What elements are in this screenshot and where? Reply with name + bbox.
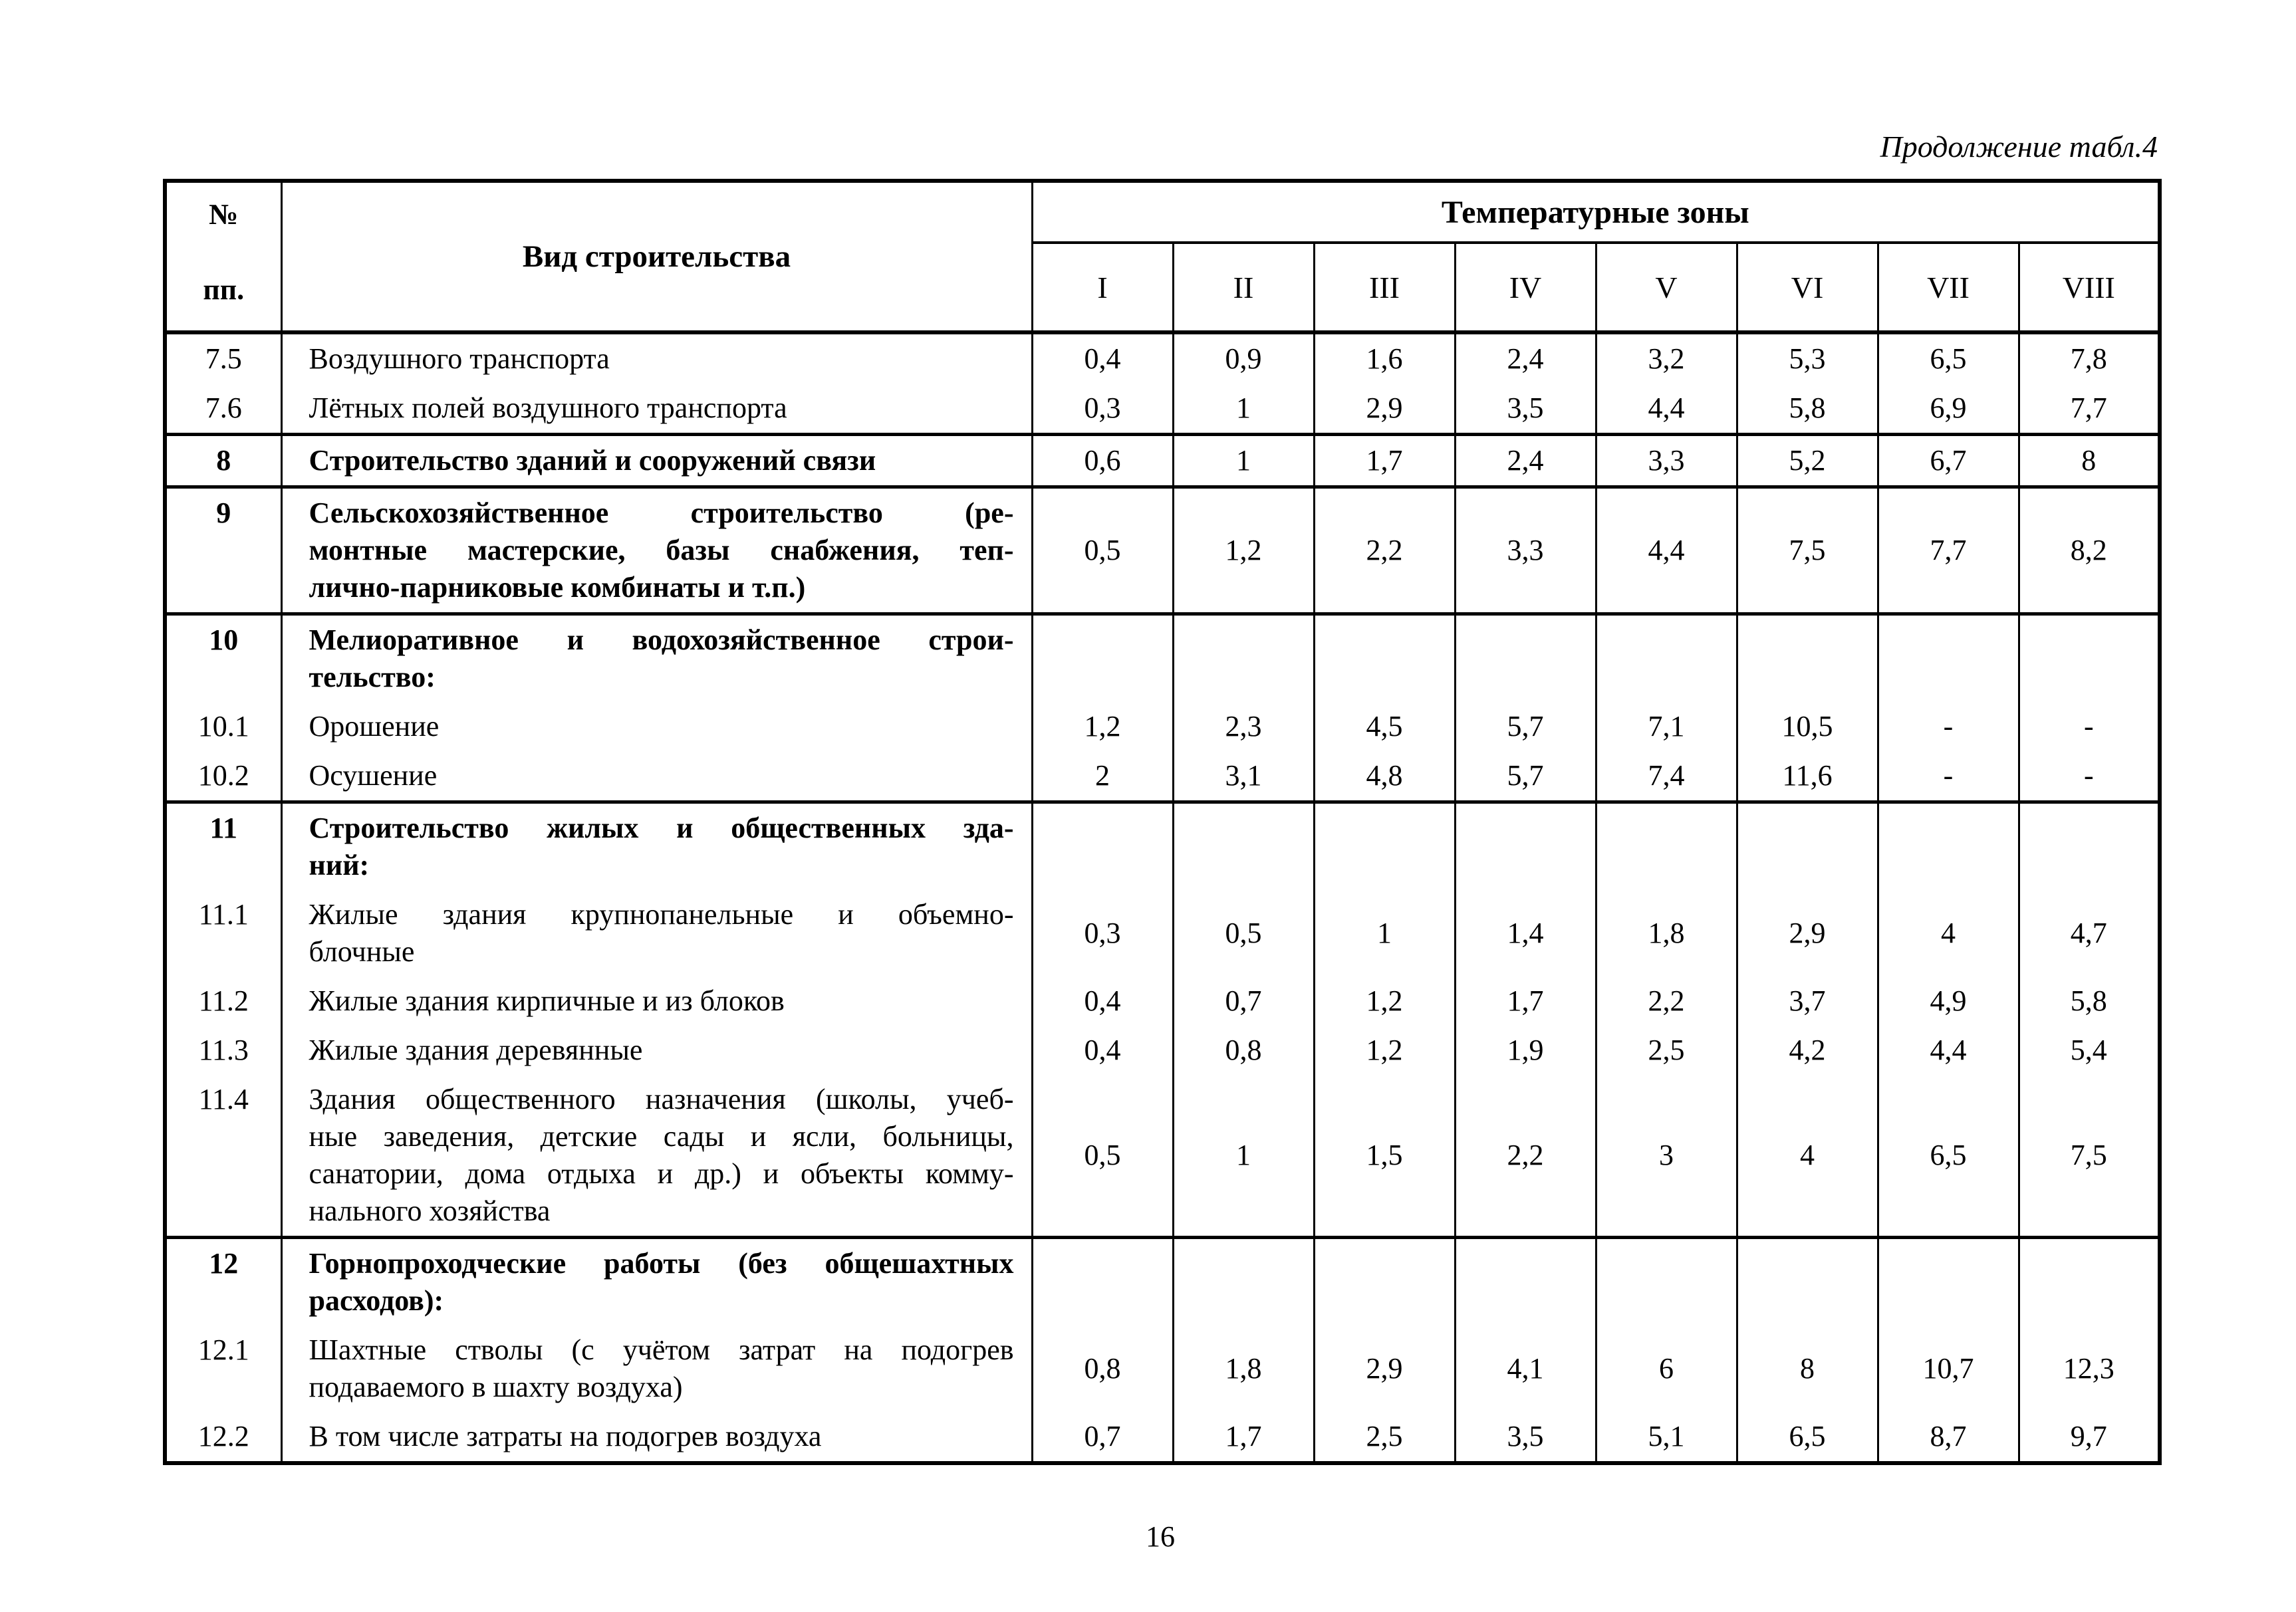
zone-value-cell: 2,2 [1314, 487, 1455, 614]
zone-value-cell: 7,5 [1737, 487, 1878, 614]
row-number-cell: 10.2 [165, 751, 281, 802]
zone-value-cell: 4,1 [1455, 1325, 1596, 1412]
construction-type-cell [281, 332, 1032, 384]
zone-value-cell: 3,7 [1737, 977, 1878, 1026]
zone-value-cell: 2,2 [1596, 977, 1737, 1026]
zone-value-cell [1596, 1238, 1737, 1326]
zone-value-cell: 0,4 [1032, 1026, 1173, 1075]
zone-value-cell [1314, 614, 1455, 703]
zone-value-cell: 7,7 [2019, 384, 2160, 435]
row-number-cell: 10.1 [165, 702, 281, 751]
row-number-cell: 9 [165, 487, 281, 614]
construction-type-cell [281, 1325, 1032, 1412]
zone-header-4: IV [1455, 243, 1596, 332]
col-header-number [165, 181, 281, 332]
zone-value-cell: 2 [1032, 751, 1173, 802]
zone-value-cell: 5,7 [1455, 751, 1596, 802]
zone-value-cell: 4 [1737, 1075, 1878, 1238]
row-number-cell: 10 [165, 614, 281, 703]
zone-value-cell: 10,5 [1737, 702, 1878, 751]
zone-value-cell: 0,8 [1173, 1026, 1314, 1075]
zone-value-cell: 1,8 [1596, 890, 1737, 977]
row-number-cell: 11.2 [165, 977, 281, 1026]
row-number-cell: 12 [165, 1238, 281, 1326]
zone-value-cell: 1 [1173, 384, 1314, 435]
col-header-temperature-zones: Температурные зоны [1032, 181, 2160, 243]
construction-type-line: тельство: [309, 661, 436, 693]
zone-value-cell: 1,9 [1455, 1026, 1596, 1075]
zone-value-cell: 3,3 [1596, 435, 1737, 487]
construction-type-line: Здания общественного назначения (школы, учеб- [309, 1083, 1014, 1115]
table-row [165, 384, 2160, 435]
temperature-zones-table [163, 179, 2162, 1465]
table-row [165, 1325, 2160, 1412]
construction-type-cell [281, 1412, 1032, 1463]
zone-header-7: VII [1878, 243, 2019, 332]
zone-value-cell [1878, 614, 2019, 703]
zone-value-cell: 6,7 [1878, 435, 2019, 487]
construction-type-cell [281, 702, 1032, 751]
construction-type-cell [281, 614, 1032, 703]
table-row [165, 1075, 2160, 1238]
zone-value-cell: 1,6 [1314, 332, 1455, 384]
zone-value-cell [1737, 802, 1878, 891]
zone-value-cell: 5,8 [1737, 384, 1878, 435]
table-header [165, 181, 2160, 332]
zone-value-cell: 0,8 [1032, 1325, 1173, 1412]
construction-type-cell [281, 1238, 1032, 1326]
construction-type-cell [281, 802, 1032, 891]
construction-type-line: расходов): [309, 1284, 444, 1317]
zone-value-cell: 7,4 [1596, 751, 1737, 802]
table-row [165, 702, 2160, 751]
zone-value-cell: 2,3 [1173, 702, 1314, 751]
row-number-cell: 7.6 [165, 384, 281, 435]
table-row [165, 1412, 2160, 1463]
row-number-cell: 7.5 [165, 332, 281, 384]
zone-value-cell: 0,5 [1173, 890, 1314, 977]
zone-value-cell: 11,6 [1737, 751, 1878, 802]
zone-value-cell: 8 [1737, 1325, 1878, 1412]
zone-value-cell: 7,7 [1878, 487, 2019, 614]
construction-type-line: Осушение [309, 759, 438, 792]
row-number-cell: 12.2 [165, 1412, 281, 1463]
zone-value-cell [1173, 1238, 1314, 1326]
zone-value-cell: 1 [1173, 1075, 1314, 1238]
zone-value-cell [1596, 802, 1737, 891]
zone-value-cell [1455, 1238, 1596, 1326]
zone-value-cell [1032, 1238, 1173, 1326]
table-row [165, 435, 2160, 487]
zone-value-cell: 12,3 [2019, 1325, 2160, 1412]
zone-value-cell: 4,2 [1737, 1026, 1878, 1075]
construction-type-cell [281, 977, 1032, 1026]
construction-type-line: ний: [309, 849, 370, 881]
zone-value-cell [1737, 614, 1878, 703]
construction-type-cell [281, 1026, 1032, 1075]
zone-value-cell: 1,7 [1173, 1412, 1314, 1463]
construction-type-line: Строительство зданий и сооружений связи [309, 444, 876, 477]
zone-value-cell: 0,6 [1032, 435, 1173, 487]
zone-value-cell: 4,4 [1596, 384, 1737, 435]
zone-value-cell: 1,7 [1455, 977, 1596, 1026]
zone-value-cell: 10,7 [1878, 1325, 2019, 1412]
zone-value-cell [2019, 1238, 2160, 1326]
zone-value-cell: 1,2 [1314, 977, 1455, 1026]
construction-type-line: Жилые здания крупнопанельные и объемно- [309, 898, 1014, 931]
zone-value-cell: 5,1 [1596, 1412, 1737, 1463]
zone-value-cell: 2,2 [1455, 1075, 1596, 1238]
zone-value-cell: 5,3 [1737, 332, 1878, 384]
construction-type-cell [281, 1075, 1032, 1238]
zone-value-cell: 4,9 [1878, 977, 2019, 1026]
zone-value-cell [1032, 802, 1173, 891]
zone-value-cell: 4,7 [2019, 890, 2160, 977]
zone-value-cell: 2,4 [1455, 332, 1596, 384]
zone-value-cell: 4,5 [1314, 702, 1455, 751]
zone-value-cell: 0,3 [1032, 890, 1173, 977]
zone-value-cell [2019, 802, 2160, 891]
construction-type-cell [281, 890, 1032, 977]
zone-value-cell: 4,4 [1596, 487, 1737, 614]
construction-type-line: Лётных полей воздушного транспорта [309, 392, 787, 424]
zone-value-cell: 1 [1314, 890, 1455, 977]
zone-value-cell: 1,7 [1314, 435, 1455, 487]
table-row [165, 332, 2160, 384]
construction-type-line: санатории, дома отдыха и др.) и объекты комму- [309, 1157, 1014, 1190]
zone-value-cell: 0,7 [1173, 977, 1314, 1026]
zone-value-cell: 0,4 [1032, 332, 1173, 384]
construction-type-line: нального хозяйства [309, 1195, 551, 1227]
row-number-cell: 12.1 [165, 1325, 281, 1412]
construction-type-line: подаваемого в шахту воздуха) [309, 1371, 683, 1403]
table-row [165, 487, 2160, 614]
zone-header-5: V [1596, 243, 1737, 332]
zone-value-cell: 4,4 [1878, 1026, 2019, 1075]
zone-value-cell: 0,5 [1032, 1075, 1173, 1238]
construction-type-line: Воздушного транспорта [309, 342, 610, 375]
zone-value-cell: 6 [1596, 1325, 1737, 1412]
zone-value-cell: 2,5 [1596, 1026, 1737, 1075]
page-number: 16 [1146, 1520, 1175, 1553]
construction-type-line: Шахтные стволы (с учётом затрат на подогрев [309, 1333, 1014, 1366]
zone-value-cell: - [1878, 751, 2019, 802]
zone-value-cell [1878, 1238, 2019, 1326]
table-row [165, 802, 2160, 891]
zone-value-cell [1878, 802, 2019, 891]
zone-value-cell: 1,2 [1032, 702, 1173, 751]
number-abbrev: пп. [203, 273, 245, 306]
zone-header-1: I [1032, 243, 1173, 332]
construction-type-cell [281, 384, 1032, 435]
construction-type-line: Жилые здания кирпичные и из блоков [309, 984, 785, 1017]
zone-value-cell [1173, 614, 1314, 703]
construction-type-line: В том числе затраты на подогрев воздуха [309, 1420, 822, 1452]
zone-header-6: VI [1737, 243, 1878, 332]
zone-value-cell: - [1878, 702, 2019, 751]
zone-value-cell [1314, 1238, 1455, 1326]
zone-value-cell: - [2019, 702, 2160, 751]
construction-type-cell [281, 487, 1032, 614]
construction-type-line: лично-парниковые комбинаты и т.п.) [309, 571, 806, 604]
row-number-cell: 11 [165, 802, 281, 891]
zone-header-2: II [1173, 243, 1314, 332]
zone-value-cell: 1,5 [1314, 1075, 1455, 1238]
zone-header-8: VIII [2019, 243, 2160, 332]
table-row [165, 977, 2160, 1026]
col-header-construction-type: Вид строительства [281, 181, 1032, 332]
zone-value-cell [1455, 614, 1596, 703]
zone-value-cell: 1,8 [1173, 1325, 1314, 1412]
construction-type-cell [281, 435, 1032, 487]
zone-value-cell: 8,7 [1878, 1412, 2019, 1463]
zone-value-cell: 7,5 [2019, 1075, 2160, 1238]
construction-type-line: Строительство жилых и общественных зда- [309, 812, 1014, 844]
zone-value-cell: 7,1 [1596, 702, 1737, 751]
zone-value-cell: 2,9 [1314, 1325, 1455, 1412]
construction-type-line: Мелиоративное и водохозяйственное строи- [309, 624, 1014, 656]
zone-value-cell [1455, 802, 1596, 891]
zone-value-cell: 5,2 [1737, 435, 1878, 487]
zone-value-cell [1596, 614, 1737, 703]
table-continuation-caption: Продолжение табл.4 [1880, 130, 2158, 164]
number-sign: № [209, 198, 239, 231]
zone-value-cell: 6,5 [1878, 332, 2019, 384]
zone-value-cell: 8,2 [2019, 487, 2160, 614]
construction-type-line: Сельскохозяйственное строительство (ре- [309, 497, 1014, 529]
table-row [165, 751, 2160, 802]
zone-value-cell: 5,4 [2019, 1026, 2160, 1075]
zone-value-cell [1173, 802, 1314, 891]
zone-value-cell: 6,9 [1878, 384, 2019, 435]
zone-value-cell: 0,9 [1173, 332, 1314, 384]
zone-value-cell [1032, 614, 1173, 703]
table-body [165, 332, 2160, 1463]
row-number-cell: 11.4 [165, 1075, 281, 1238]
zone-value-cell: 2,5 [1314, 1412, 1455, 1463]
construction-type-line: монтные мастерские, базы снабжения, теп- [309, 534, 1014, 566]
row-number-cell: 11.3 [165, 1026, 281, 1075]
zone-value-cell: 9,7 [2019, 1412, 2160, 1463]
zone-value-cell: 1,2 [1173, 487, 1314, 614]
zone-value-cell: 7,8 [2019, 332, 2160, 384]
zone-value-cell: 5,8 [2019, 977, 2160, 1026]
zone-value-cell: 0,7 [1032, 1412, 1173, 1463]
zone-value-cell: 2,9 [1737, 890, 1878, 977]
zone-value-cell: 2,4 [1455, 435, 1596, 487]
table-row [165, 1238, 2160, 1326]
zone-value-cell: 1,4 [1455, 890, 1596, 977]
zone-header-3: III [1314, 243, 1455, 332]
construction-type-line: Горнопроходческие работы (без общешахтных [309, 1247, 1014, 1280]
header-row-top [165, 181, 2160, 243]
zone-value-cell: 1 [1173, 435, 1314, 487]
zone-value-cell [1737, 1238, 1878, 1326]
zone-value-cell: 0,4 [1032, 977, 1173, 1026]
table-row [165, 1026, 2160, 1075]
table-row [165, 614, 2160, 703]
construction-type-line: блочные [309, 935, 415, 968]
zone-value-cell: 3,5 [1455, 1412, 1596, 1463]
zone-value-cell: - [2019, 751, 2160, 802]
zone-value-cell: 6,5 [1878, 1075, 2019, 1238]
construction-type-line: Жилые здания деревянные [309, 1034, 643, 1066]
zone-value-cell: 3 [1596, 1075, 1737, 1238]
zone-value-cell: 4,8 [1314, 751, 1455, 802]
row-number-cell: 11.1 [165, 890, 281, 977]
zone-value-cell: 3,1 [1173, 751, 1314, 802]
zone-value-cell: 2,9 [1314, 384, 1455, 435]
zone-value-cell: 6,5 [1737, 1412, 1878, 1463]
zone-value-cell: 3,5 [1455, 384, 1596, 435]
zone-value-cell: 4 [1878, 890, 2019, 977]
construction-type-line: ные заведения, детские сады и ясли, больницы, [309, 1120, 1014, 1153]
zone-value-cell: 5,7 [1455, 702, 1596, 751]
zone-value-cell: 0,5 [1032, 487, 1173, 614]
zone-value-cell [1314, 802, 1455, 891]
row-number-cell: 8 [165, 435, 281, 487]
zone-value-cell [2019, 614, 2160, 703]
construction-type-line: Орошение [309, 710, 440, 743]
zone-value-cell: 1,2 [1314, 1026, 1455, 1075]
zone-value-cell: 3,2 [1596, 332, 1737, 384]
zone-value-cell: 3,3 [1455, 487, 1596, 614]
construction-type-cell [281, 751, 1032, 802]
zone-value-cell: 8 [2019, 435, 2160, 487]
table-row [165, 890, 2160, 977]
zone-value-cell: 0,3 [1032, 384, 1173, 435]
